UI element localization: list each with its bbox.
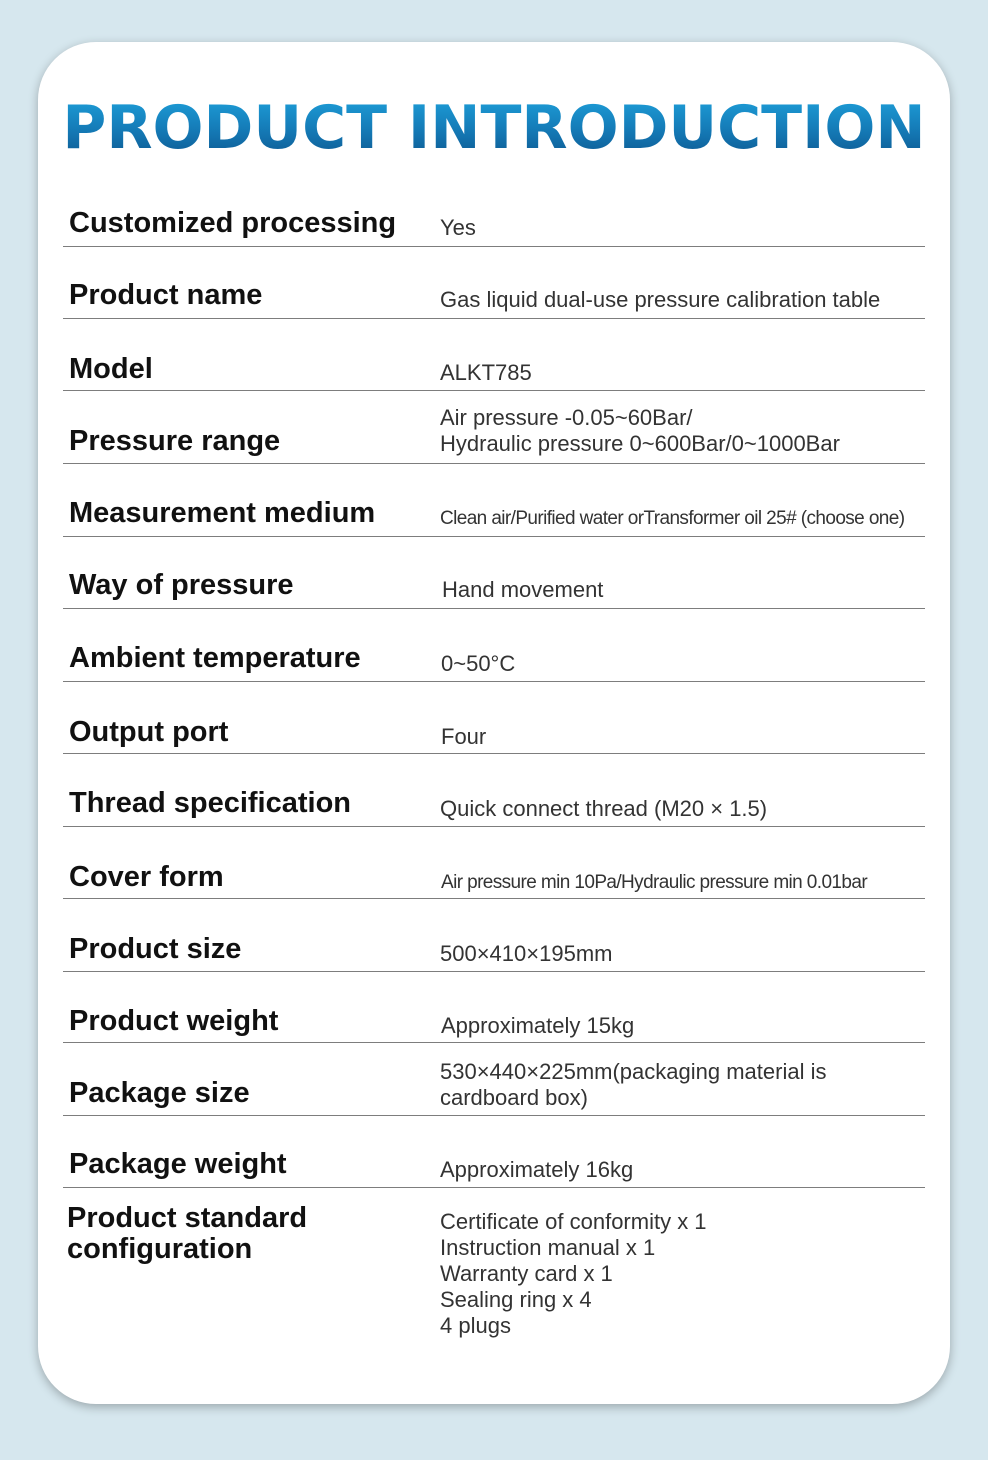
spec-label: Product weight bbox=[69, 1005, 279, 1037]
spec-label: Product name bbox=[69, 279, 263, 311]
config-item: 4 plugs bbox=[440, 1313, 511, 1338]
spec-row-model bbox=[63, 319, 925, 391]
spec-row-way-of-pressure bbox=[63, 537, 925, 609]
spec-label: Measurement medium bbox=[69, 497, 376, 529]
config-item: Sealing ring x 4 bbox=[440, 1287, 592, 1312]
spec-label: Pressure range bbox=[69, 425, 281, 457]
config-label-line: configuration bbox=[67, 1233, 253, 1265]
config-label-line: Product standard bbox=[67, 1202, 308, 1234]
spec-label: Cover form bbox=[69, 861, 224, 893]
spec-value: Quick connect thread (M20 × 1.5) bbox=[440, 796, 768, 821]
spec-value: Four bbox=[441, 724, 487, 749]
spec-value: 500×410×195mm bbox=[440, 941, 613, 966]
spec-value: 0~50°C bbox=[441, 651, 516, 676]
spec-row-cover-form bbox=[63, 827, 925, 899]
spec-value: Air pressure min 10Pa/Hydraulic pressure min 0.01bar bbox=[441, 872, 868, 893]
spec-label: Customized processing bbox=[69, 207, 397, 239]
page-title: PRODUCT INTRODUCTION bbox=[0, 88, 988, 168]
spec-row-pressure-range bbox=[63, 391, 925, 464]
spec-label: Ambient temperature bbox=[69, 642, 361, 674]
spec-row-output-port bbox=[63, 682, 925, 754]
spec-row-product-size bbox=[63, 899, 925, 972]
spec-value-line: cardboard box) bbox=[440, 1085, 588, 1110]
spec-label: Package size bbox=[69, 1077, 250, 1109]
spec-label: Output port bbox=[69, 716, 229, 748]
spec-row-ambient-temperature bbox=[63, 609, 925, 682]
spec-row-product-weight bbox=[63, 972, 925, 1043]
spec-value bbox=[440, 1059, 826, 1111]
spec-value-line: 530×440×225mm(packaging material is bbox=[440, 1059, 827, 1084]
spec-row-measurement-medium bbox=[63, 464, 925, 537]
spec-value-line: Hydraulic pressure 0~600Bar/0~1000Bar bbox=[440, 431, 840, 456]
config-label bbox=[67, 1203, 307, 1265]
spec-row-standard-configuration bbox=[63, 1188, 925, 1348]
spec-value: Hand movement bbox=[442, 577, 604, 602]
config-item: Certificate of conformity x 1 bbox=[440, 1209, 707, 1234]
spec-value: Clean air/Purified water orTransformer oil 25# (choose one) bbox=[440, 508, 905, 529]
config-item: Warranty card x 1 bbox=[440, 1261, 613, 1286]
config-item-list bbox=[440, 1209, 707, 1339]
spec-value bbox=[440, 405, 840, 457]
spec-label: Way of pressure bbox=[69, 569, 294, 601]
spec-row-product-name bbox=[63, 247, 925, 319]
spec-row-package-size bbox=[63, 1043, 925, 1116]
spec-value: Gas liquid dual-use pressure calibration table bbox=[440, 287, 881, 312]
spec-value: ALKT785 bbox=[440, 360, 532, 385]
spec-row-package-weight bbox=[63, 1116, 925, 1188]
spec-value: Yes bbox=[440, 215, 476, 240]
spec-row-customized-processing bbox=[63, 195, 925, 247]
spec-value: Approximately 16kg bbox=[440, 1157, 634, 1182]
spec-label: Thread specification bbox=[69, 787, 352, 819]
spec-value: Approximately 15kg bbox=[441, 1013, 635, 1038]
spec-row-thread-specification bbox=[63, 754, 925, 827]
config-item: Instruction manual x 1 bbox=[440, 1235, 656, 1260]
spec-label: Product size bbox=[69, 933, 242, 965]
spec-label: Package weight bbox=[69, 1148, 287, 1180]
spec-label: Model bbox=[69, 353, 153, 385]
spec-value-line: Air pressure -0.05~60Bar/ bbox=[440, 405, 693, 430]
